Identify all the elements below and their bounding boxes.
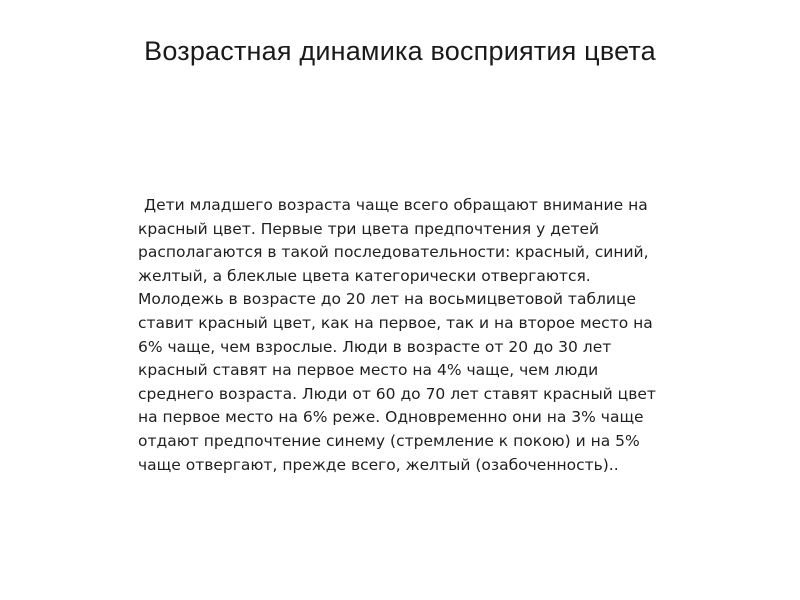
slide-body-text: Дети младшего возраста чаще всего обращают внимание на красный цвет. Первые три цвета предпочтения у детей располагаются в такой последовательности: красный, синий, желтый, а блеклые цвета категорически отвергаются. Молодежь в возрасте до 20 лет на восьмицветовой таблице ставит красный цвет, как на первое, так и на второе место на 6% чаще, чем взрослые. Люди в возрасте от 20 до 30 лет красный ставят на первое место на 4% чаще, чем люди среднего возраста. Люди от 60 до 70 лет ставят красный цвет на первое место на 6% реже. Одновременно они на 3% чаще отдают предпочтение синему (стремление к покою) и на 5% чаще отвергают, прежде всего, желтый (озабоченность).. [138,196,656,474]
slide-title: Возрастная динамика восприятия цвета [144,36,656,66]
